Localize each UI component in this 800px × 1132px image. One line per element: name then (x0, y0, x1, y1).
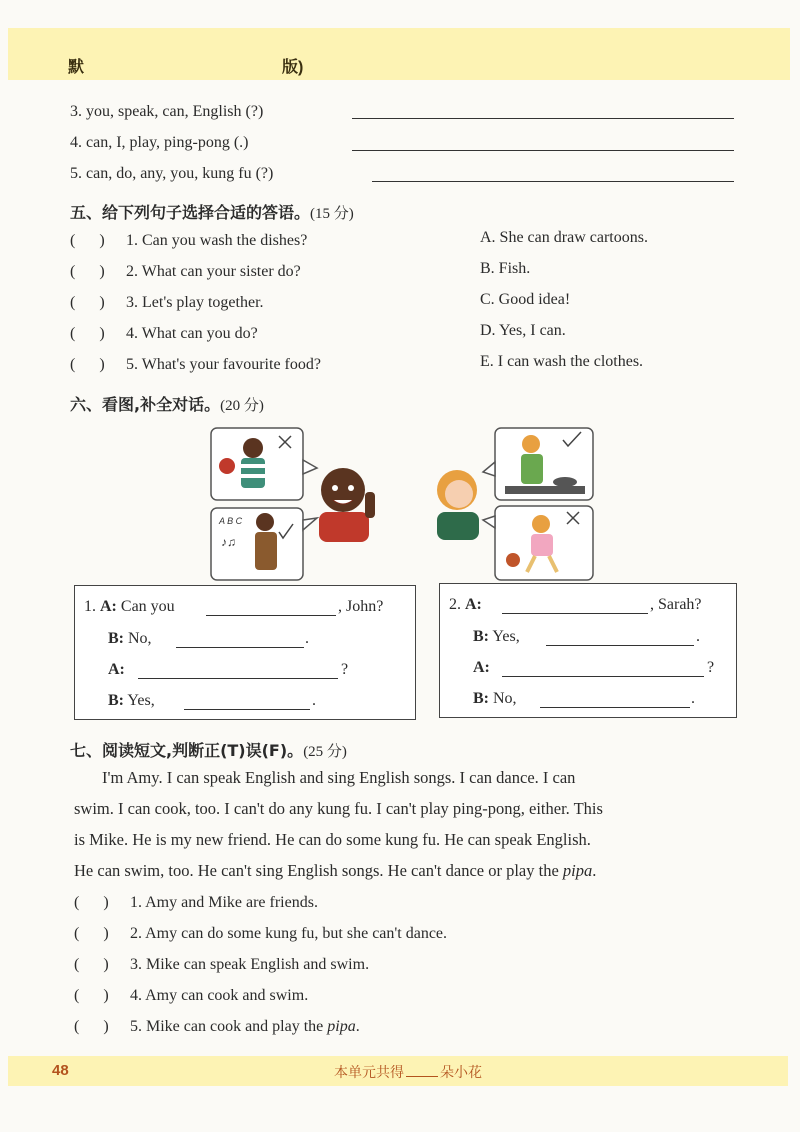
reorder-item-3: 3. you, speak, can, English (?) (70, 103, 264, 120)
match-question-3: 3. Let's play together. (126, 294, 264, 311)
match-answer-e: E. I can wash the clothes. (480, 353, 644, 370)
dialog2-line4-end: . (691, 690, 695, 707)
tf-item-4: 4. Amy can cook and swim. (130, 987, 309, 1004)
reorder-item-4: 4. can, I, play, ping-pong (.) (70, 134, 249, 151)
match-answer-d: D. Yes, I can. (480, 322, 566, 339)
passage-line-1: I'm Amy. I can speak English and sing English songs. I can dance. I can (102, 768, 576, 787)
flower-count: 本单元共得 朵小花 (334, 1065, 482, 1081)
dialog2-line3: A: (473, 659, 490, 676)
match-answer-c: C. Good idea! (480, 291, 571, 308)
girl-cooking-bubble (483, 428, 593, 500)
dialog1-line3-end: ? (341, 661, 349, 678)
dialog1-line1-end: , John? (338, 598, 384, 615)
section7-heading: 七、阅读短文,判断正(T)误(F)。(25 分) (70, 741, 347, 760)
john-figure (319, 468, 375, 542)
reorder-item-5: 5. can, do, any, you, kung fu (?) (70, 165, 274, 182)
page-number: 48 (52, 1062, 69, 1079)
match-blank-4[interactable]: ( ) (70, 325, 105, 342)
dialog2-line2-end: . (696, 628, 700, 645)
tf-item-2: 2. Amy can do some kung fu, but she can't dance. (130, 925, 448, 942)
answer-line-5[interactable] (372, 181, 734, 182)
match-question-4: 4. What can you do? (126, 325, 258, 342)
match-blank-5[interactable]: ( ) (70, 356, 105, 373)
dialog2-line2: B: Yes, (473, 628, 520, 645)
dialog2-blank4[interactable] (540, 707, 690, 708)
dialog1-line4: B: Yes, (108, 692, 155, 709)
tf-blank-3[interactable]: ( ) (74, 956, 109, 973)
dialog1-line4-end: . (312, 692, 316, 709)
match-blank-1[interactable]: ( ) (70, 232, 105, 249)
match-question-5: 5. What's your favourite food? (126, 356, 321, 373)
match-question-2: 2. What can your sister do? (126, 263, 301, 280)
tf-blank-4[interactable]: ( ) (74, 987, 109, 1004)
dialog1-blank4[interactable] (184, 709, 310, 710)
match-answer-a: A. She can draw cartoons. (480, 229, 648, 246)
passage-line-2: swim. I can cook, too. I can't do any kung fu. I can't play ping-pong, either. This (74, 799, 603, 818)
dialog2-blank2[interactable] (546, 645, 694, 646)
dialog2-line3-end: ? (707, 659, 715, 676)
section5-heading: 五、给下列句子选择合适的答语。(15 分) (70, 203, 354, 222)
tf-item-3: 3. Mike can speak English and swim. (130, 956, 370, 973)
sarah-figure (437, 470, 479, 540)
header-redaction (92, 52, 276, 74)
dialog1-blank2[interactable] (176, 647, 304, 648)
dialog2-line1: 2. A: (449, 596, 482, 613)
dialog2-blank1[interactable] (502, 613, 648, 614)
passage-line-4: He can swim, too. He can't sing English songs. He can't dance or play the pipa. (74, 861, 597, 880)
dialogue-illustration (205, 420, 600, 585)
section6-heading: 六、看图,补全对话。(20 分) (70, 395, 264, 414)
match-answer-b: B. Fish. (480, 260, 531, 277)
tf-blank-1[interactable]: ( ) (74, 894, 109, 911)
dialog1-blank1[interactable] (206, 615, 336, 616)
match-blank-2[interactable]: ( ) (70, 263, 105, 280)
answer-line-4[interactable] (352, 150, 734, 151)
dialog1-line2: B: No, (108, 630, 152, 647)
flower-count-blank[interactable] (406, 1076, 438, 1077)
tf-blank-2[interactable]: ( ) (74, 925, 109, 942)
dialog2-line1-end: , Sarah? (650, 596, 702, 613)
match-blank-3[interactable]: ( ) (70, 294, 105, 311)
tf-item-1: 1. Amy and Mike are friends. (130, 894, 318, 911)
header-title-start: 默 (68, 59, 85, 76)
boy-singing-bubble (211, 508, 317, 580)
dialog1-line2-end: . (305, 630, 309, 647)
boy-pingpong-bubble (211, 428, 317, 500)
answer-line-3[interactable] (352, 118, 734, 119)
dialog1-line3: A: (108, 661, 125, 678)
header-title-end: 版) (282, 59, 304, 76)
match-question-1: 1. Can you wash the dishes? (126, 232, 308, 249)
dialog2-blank3[interactable] (502, 676, 704, 677)
note-letters: A B C (219, 516, 243, 526)
passage-line-3: is Mike. He is my new friend. He can do some kung fu. He can speak English. (74, 830, 591, 849)
dialog2-line4: B: No, (473, 690, 517, 707)
dialog1-blank3[interactable] (138, 678, 338, 679)
tf-item-5: 5. Mike can cook and play the pipa. (130, 1018, 360, 1035)
svg-text:♪♫: ♪♫ (221, 535, 236, 549)
girl-basketball-bubble (483, 506, 593, 580)
dialog1-line1: 1. A: Can you (84, 598, 175, 615)
tf-blank-5[interactable]: ( ) (74, 1018, 109, 1035)
